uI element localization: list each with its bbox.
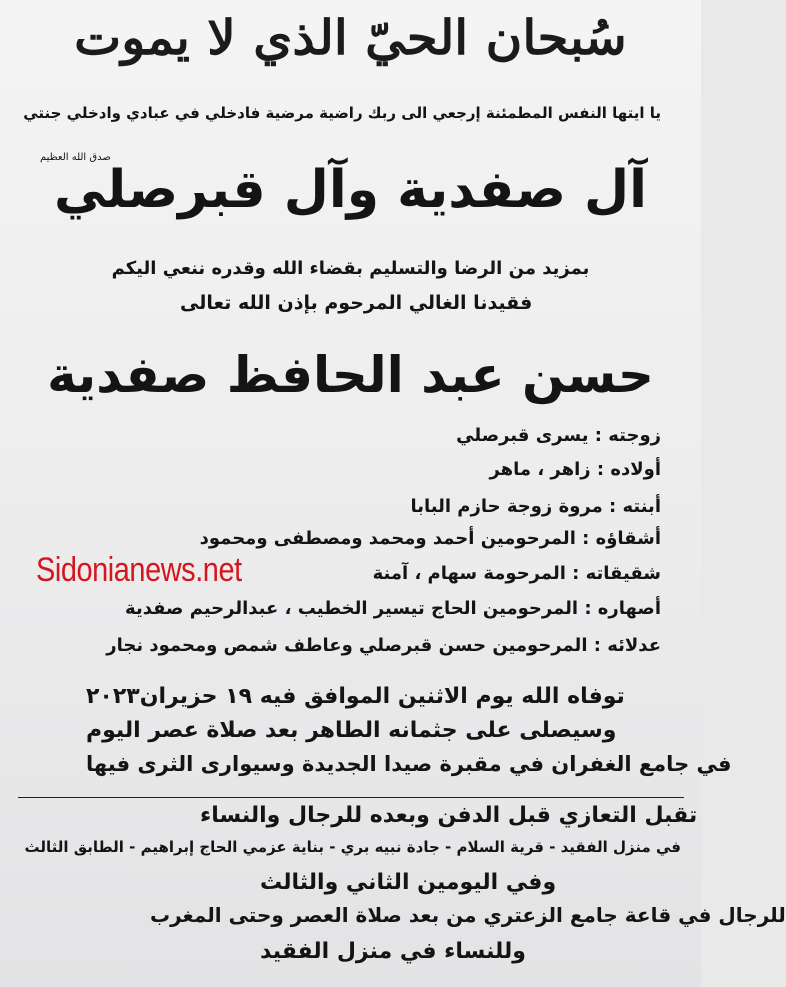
condolence-men: للرجال في قاعة جامع الزعتري من بعد صلاة العصر وحتى المغرب bbox=[150, 903, 786, 927]
relative-in-laws: أصهاره : المرحومين الحاج تيسير الخطيب ، عبدالرحيم صفدية bbox=[125, 598, 661, 619]
quran-verse: يا ايتها النفس المطمئنة إرجعي الى ربك راضية مرضية فادخلي في عبادي وادخلي جنتي bbox=[23, 104, 661, 122]
condolence-line-1: تقبل التعازي قبل الدفن وبعده للرجال والنساء bbox=[200, 803, 698, 828]
burial-line: في جامع الغفران في مقبرة صيدا الجديدة وسيوارى الثرى فيها bbox=[86, 752, 732, 776]
relative-wife: زوجته : يسرى قبرصلي bbox=[456, 425, 661, 446]
condolence-women: وللنساء في منزل الفقيد bbox=[260, 939, 526, 964]
condolence-address: في منزل الفقيد - قرية السلام - جادة نبيه بري - بناية عزمي الحاج إبراهيم - الطابق الثالث bbox=[24, 838, 681, 856]
prayer-line: وسيصلى على جثمانه الطاهر بعد صلاة عصر اليوم bbox=[86, 718, 617, 743]
divider-line bbox=[18, 797, 684, 798]
relative-brothers: أشقاؤه : المرحومين أحمد ومحمد ومصطفى ومحمود bbox=[199, 528, 661, 549]
header-calligraphy: سُبحان الحيّ الذي لا يموت bbox=[74, 9, 627, 66]
condolence-line-3: وفي اليومين الثاني والثالث bbox=[260, 870, 557, 895]
relative-daughter: أبنته : مروة زوجة حازم البابا bbox=[410, 496, 661, 517]
deceased-name: حسن عبد الحافظ صفدية bbox=[47, 346, 654, 404]
death-date-line: توفاه الله يوم الاثنين الموافق فيه ١٩ حزيران٢٠٢٣ bbox=[86, 684, 625, 709]
watermark-logo: Sidonianews.net bbox=[36, 551, 242, 589]
relative-sons: أولاده : زاهر ، ماهر bbox=[489, 459, 661, 480]
sadaq-text: صدق الله العظيم bbox=[40, 152, 111, 163]
intro-line-2: فقيدنا الغالي المرحوم بإذن الله تعالى bbox=[180, 292, 533, 314]
relative-brothers-in-law: عدلائه : المرحومين حسن قبرصلي وعاطف شمص ومحمود نجار bbox=[106, 635, 661, 656]
intro-line-1: بمزيد من الرضا والتسليم بقضاء الله وقدره ننعي اليكم bbox=[111, 258, 590, 279]
family-title: آل صفدية وآل قبرصلي bbox=[54, 160, 647, 220]
relative-sisters: شقيقاته : المرحومة سهام ، آمنة bbox=[372, 563, 661, 584]
